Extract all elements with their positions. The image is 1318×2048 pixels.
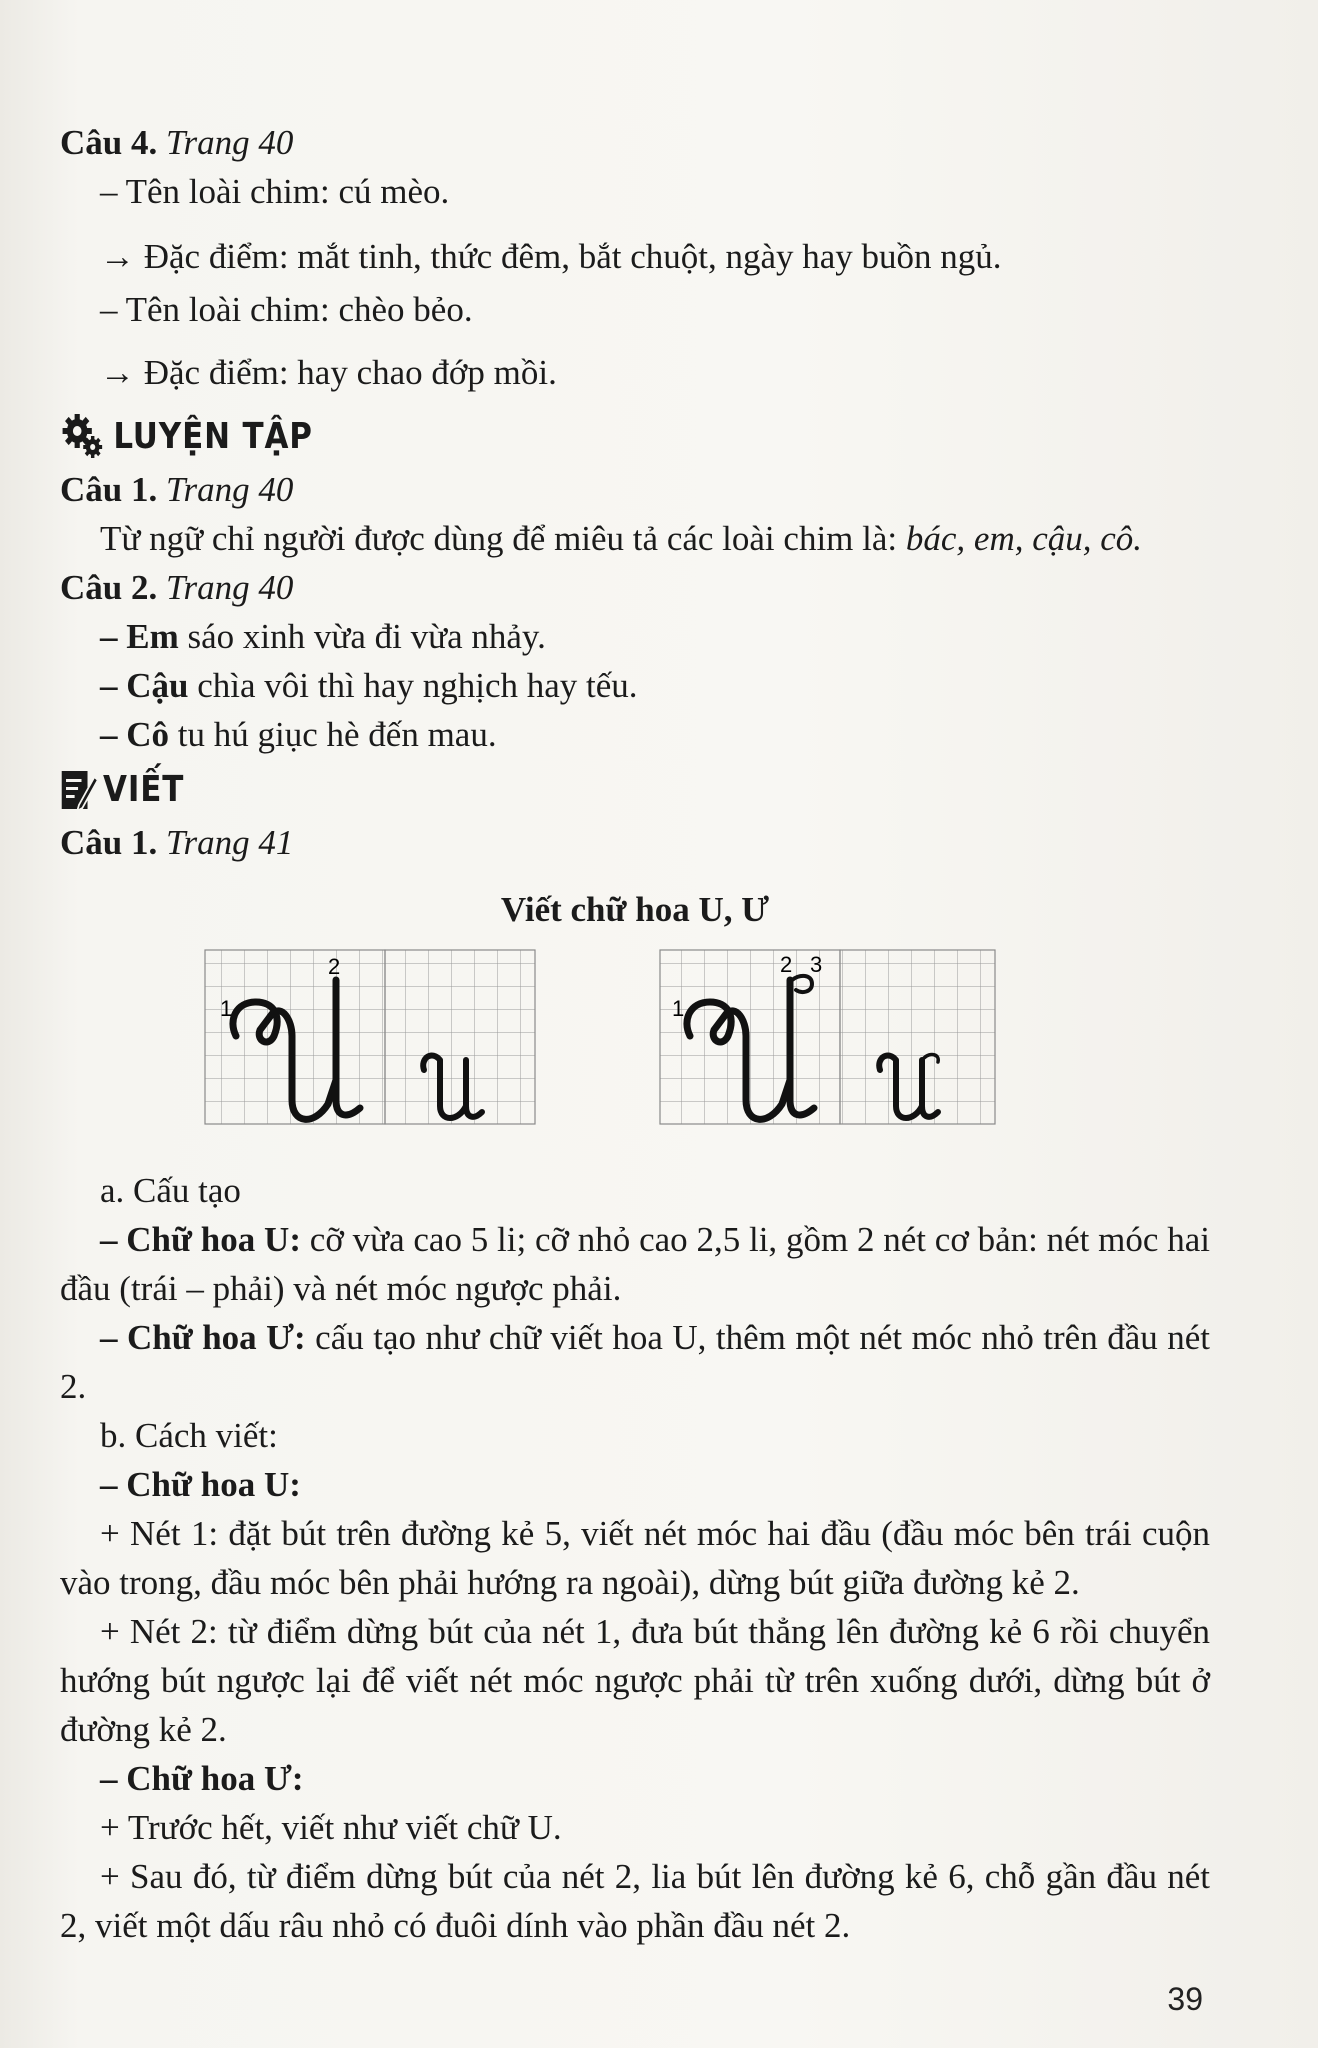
paragraph: + Sau đó, từ điểm dừng bút của nét 2, lia bút lên đường kẻ 6, chỗ gần đầu nét 2, viết một dấu râu nhỏ có đuôi dính vào phần đầu nét 2. (60, 1857, 1210, 1945)
term-bold: – Chữ hoa Ư: (100, 1318, 306, 1357)
answer-line: – Tên loài chim: chèo bẻo. (100, 290, 473, 329)
writing-title: Viết chữ hoa U, Ư (500, 890, 770, 929)
paragraph-text: cấu tạo như chữ viết hoa U, thêm một nét móc nhỏ trên đầu nét 2. (60, 1318, 1210, 1406)
gear-icon (60, 411, 108, 461)
term-heading (60, 1754, 1210, 1803)
answer-line (60, 661, 1210, 710)
stroke-number: 1 (220, 996, 233, 1021)
question-page-ref: Trang 41 (166, 823, 294, 862)
paragraph: + Nét 2: từ điểm dừng bút của nét 1, đưa bút thẳng lên đường kẻ 6 rồi chuyển hướng bút ngược lại để viết nét móc ngược phải từ trên xuống dưới, dừng bút ở đường kẻ 2. (60, 1612, 1210, 1749)
answer-line (60, 514, 1210, 563)
paragraph (60, 1313, 1210, 1411)
section-title: VIẾT (103, 769, 185, 810)
answer-bold: – Em (100, 617, 179, 656)
handwriting-illustration (60, 940, 1210, 1160)
answer-text: tu hú giục hè đến mau. (169, 715, 497, 754)
answer-line (60, 612, 1210, 661)
term-bold: – Chữ hoa U: (100, 1220, 301, 1259)
paragraph: + Trước hết, viết như viết chữ U. (100, 1808, 562, 1847)
answer-line: → Đặc điểm: hay chao đớp mồi. (100, 353, 557, 392)
question-page-ref: Trang 40 (166, 568, 294, 607)
section-title: LUYỆN TẬP (113, 415, 313, 457)
question-label: Câu 1. (60, 823, 158, 862)
page-number: 39 (1167, 1981, 1203, 2017)
question-heading (60, 465, 1210, 514)
stroke-number: 2 (328, 954, 341, 979)
question-heading (60, 818, 1210, 867)
grid-u-small (385, 950, 535, 1124)
grid-uw-small (840, 950, 995, 1124)
answer-text: sáo xinh vừa đi vừa nhảy. (178, 617, 546, 656)
paragraph (60, 1215, 1210, 1313)
answer-text: Từ ngữ chỉ người được dùng để miêu tả các loài chim là: (100, 519, 906, 558)
answer-line (60, 710, 1210, 759)
question-label: Câu 4. (60, 123, 158, 162)
handwriting-grid (60, 940, 1210, 1160)
answer-line: – Tên loài chim: cú mèo. (100, 172, 450, 211)
paragraph-text: cỡ vừa cao 5 li; cỡ nhỏ cao 2,5 li, gồm 2 nét cơ bản: nét móc hai đầu (trái – phải) và nét móc ngược phải. (60, 1220, 1210, 1308)
answer-bold: – Cô (100, 715, 170, 754)
term-bold: – Chữ hoa U: (100, 1465, 301, 1504)
answer-words: bác, em, cậu, cô. (905, 519, 1143, 558)
question-page-ref: Trang 40 (166, 123, 294, 162)
answer-bold: – Cậu (100, 666, 189, 705)
question-label: Câu 2. (60, 568, 158, 607)
section-heading-viet (60, 765, 1049, 814)
question-page-ref: Trang 40 (166, 470, 294, 509)
subheading: b. Cách viết: (100, 1416, 278, 1455)
answer-line: → Đặc điểm: mắt tinh, thức đêm, bắt chuột, ngày hay buồn ngủ. (100, 237, 1002, 276)
section-heading-luyen-tap (60, 411, 1049, 461)
question-heading (60, 118, 1210, 167)
question-heading (60, 563, 1210, 612)
answer-text: chìa vôi thì hay nghịch hay tếu. (188, 666, 638, 705)
pencil-note-icon (60, 767, 98, 813)
subheading: a. Cấu tạo (100, 1171, 241, 1210)
stroke-number: 2 (780, 952, 793, 977)
paragraph: + Nét 1: đặt bút trên đường kẻ 5, viết nét móc hai đầu (đầu móc bên trái cuộn vào trong, đầu móc bên phải hướng ra ngoài), dừng bút giữa đường kẻ 2. (60, 1514, 1210, 1602)
question-label: Câu 1. (60, 470, 158, 509)
page-content (60, 118, 1210, 1950)
term-heading (60, 1460, 1210, 1509)
stroke-number: 1 (672, 996, 685, 1021)
stroke-number: 3 (810, 952, 823, 977)
term-bold: – Chữ hoa Ư: (100, 1759, 304, 1798)
